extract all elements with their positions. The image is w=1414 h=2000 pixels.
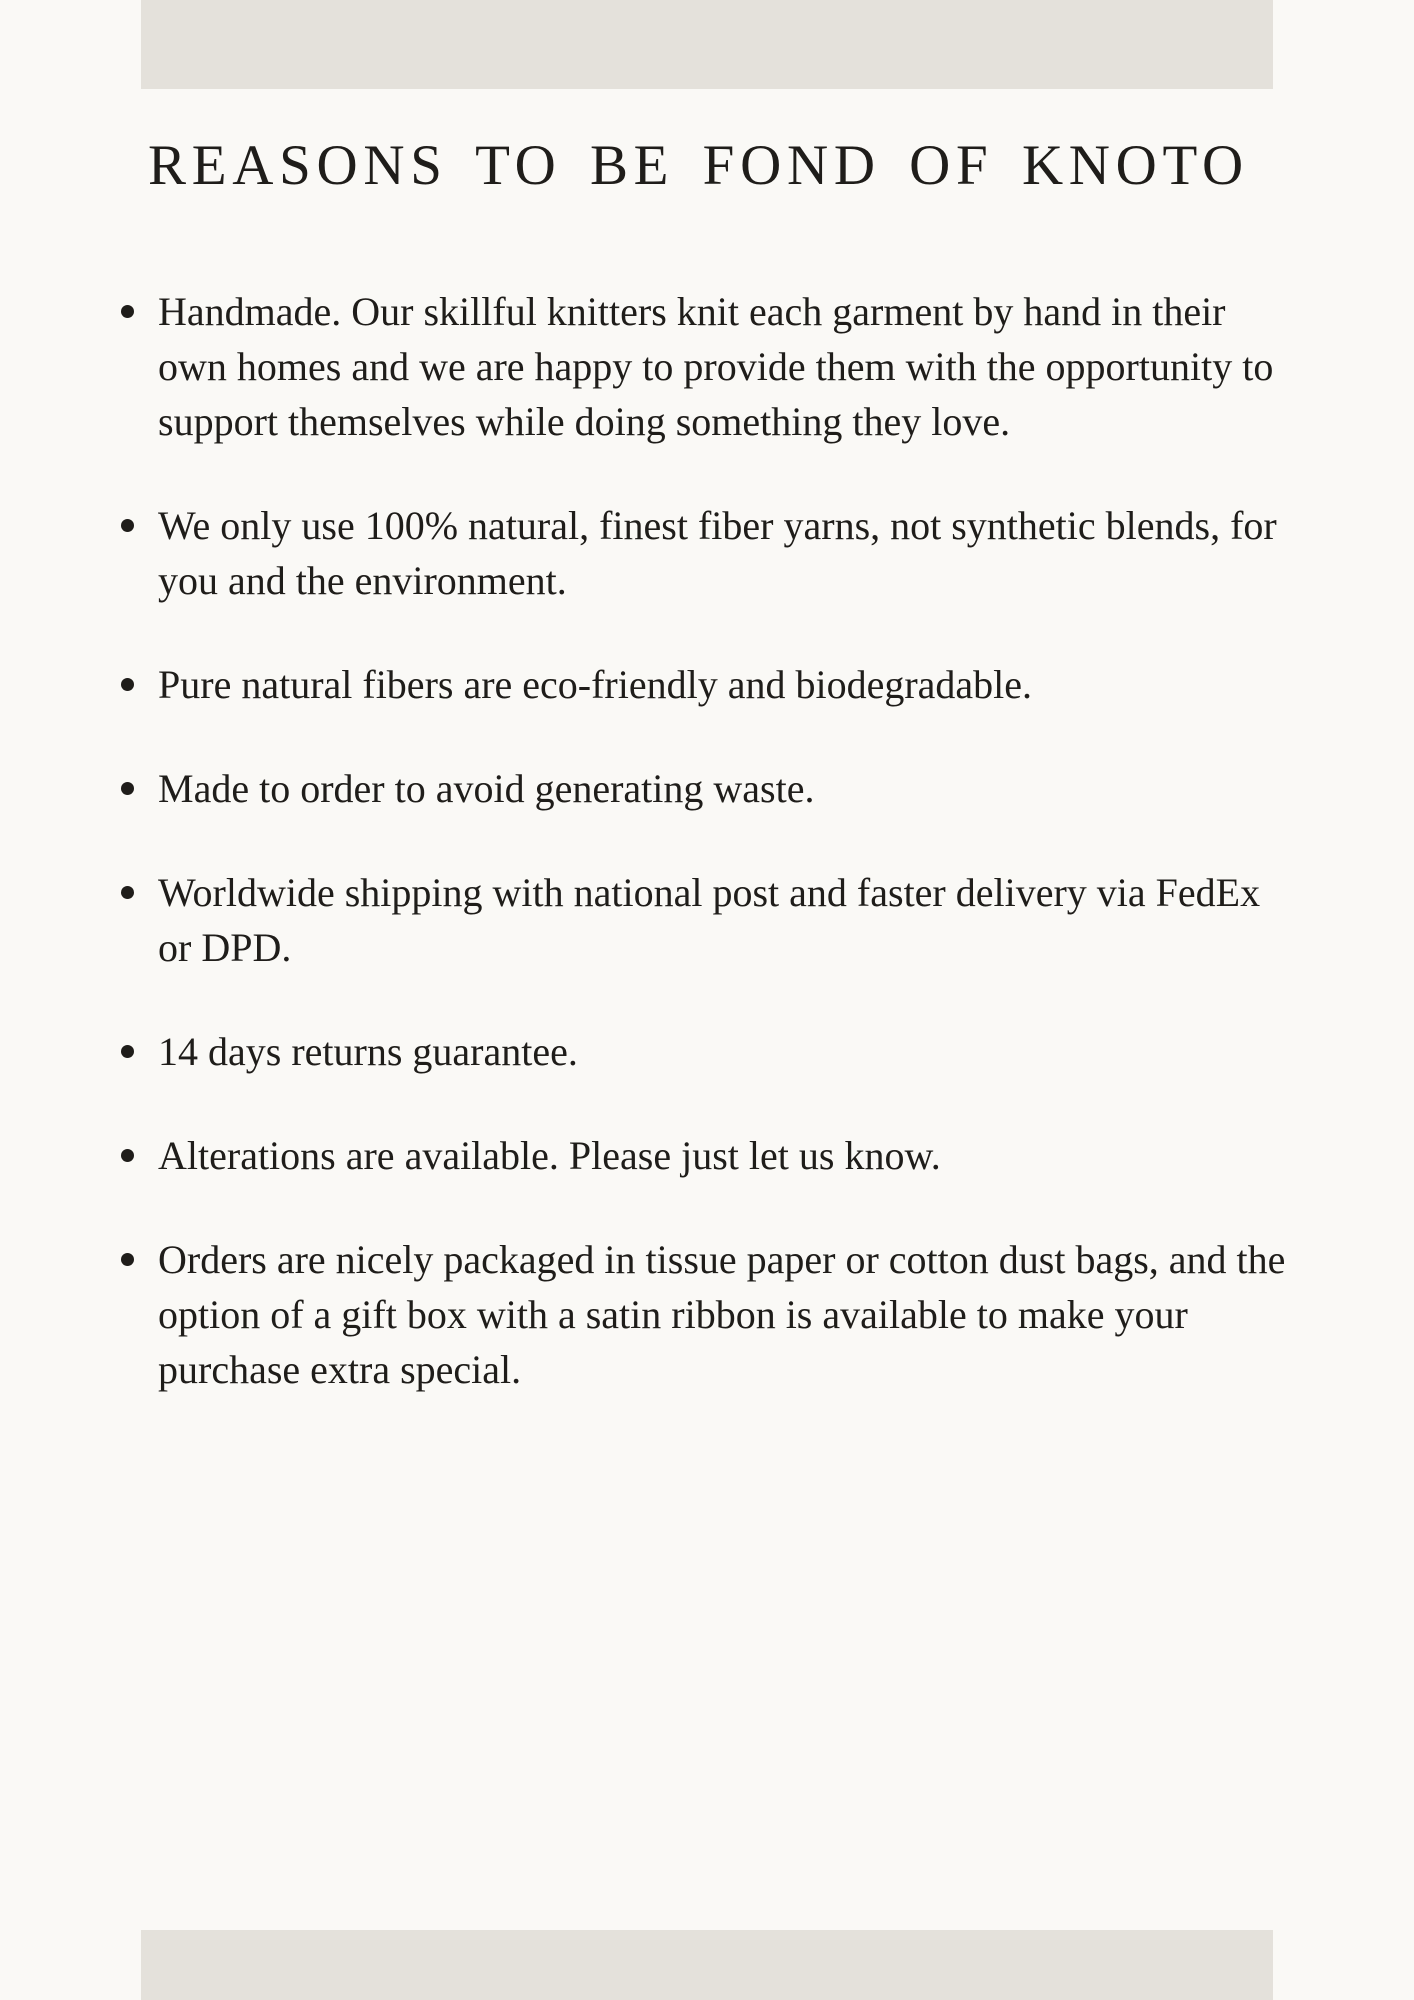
bullet-line: Handmade. Our skillful knitters knit each garment by hand in their [158, 289, 1226, 334]
list-item [121, 761, 1341, 816]
bullet-line: Made to order to avoid generating waste. [158, 766, 815, 811]
bullet-line: option of a gift box with a satin ribbon is available to make your [158, 1292, 1188, 1337]
bullet-text [158, 284, 1341, 449]
bullet-line: purchase extra special. [158, 1347, 522, 1392]
bullet-text [158, 1024, 1341, 1079]
bullet-line: support themselves while doing something they love. [158, 399, 1011, 444]
bottom-decorative-bar [141, 1930, 1273, 2000]
bullet-icon [121, 1045, 134, 1058]
bullet-line: or DPD. [158, 925, 292, 970]
list-item [121, 657, 1341, 712]
bullet-icon [121, 1149, 134, 1162]
page-title: REASONS TO BE FOND OF KNOTO [148, 134, 1249, 197]
bullet-line: you and the environment. [158, 558, 567, 603]
benefits-list [121, 284, 1341, 1397]
bullet-line: own homes and we are happy to provide them with the opportunity to [158, 344, 1274, 389]
list-item [121, 1128, 1341, 1183]
bullet-text [158, 498, 1341, 608]
list-item [121, 284, 1341, 449]
bullet-line: Pure natural fibers are eco-friendly and biodegradable. [158, 662, 1033, 707]
bullet-line: Alterations are available. Please just let us know. [158, 1133, 941, 1178]
bullet-icon [121, 1253, 134, 1266]
bullet-icon [121, 886, 134, 899]
list-item [121, 1232, 1341, 1397]
bullet-text [158, 1128, 1341, 1183]
bullet-icon [121, 678, 134, 691]
bullet-text [158, 657, 1341, 712]
list-item [121, 498, 1341, 608]
bullet-text [158, 1232, 1341, 1397]
bullet-icon [121, 305, 134, 318]
bullet-line: We only use 100% natural, finest fiber yarns, not synthetic blends, for [158, 503, 1277, 548]
bullet-line: Orders are nicely packaged in tissue paper or cotton dust bags, and the [158, 1237, 1286, 1282]
bullet-line: 14 days returns guarantee. [158, 1029, 578, 1074]
bullet-icon [121, 782, 134, 795]
list-item [121, 865, 1341, 975]
bullet-text [158, 761, 1341, 816]
bullet-icon [121, 519, 134, 532]
bullet-text [158, 865, 1341, 975]
bullet-line: Worldwide shipping with national post and faster delivery via FedEx [158, 870, 1261, 915]
list-item [121, 1024, 1341, 1079]
